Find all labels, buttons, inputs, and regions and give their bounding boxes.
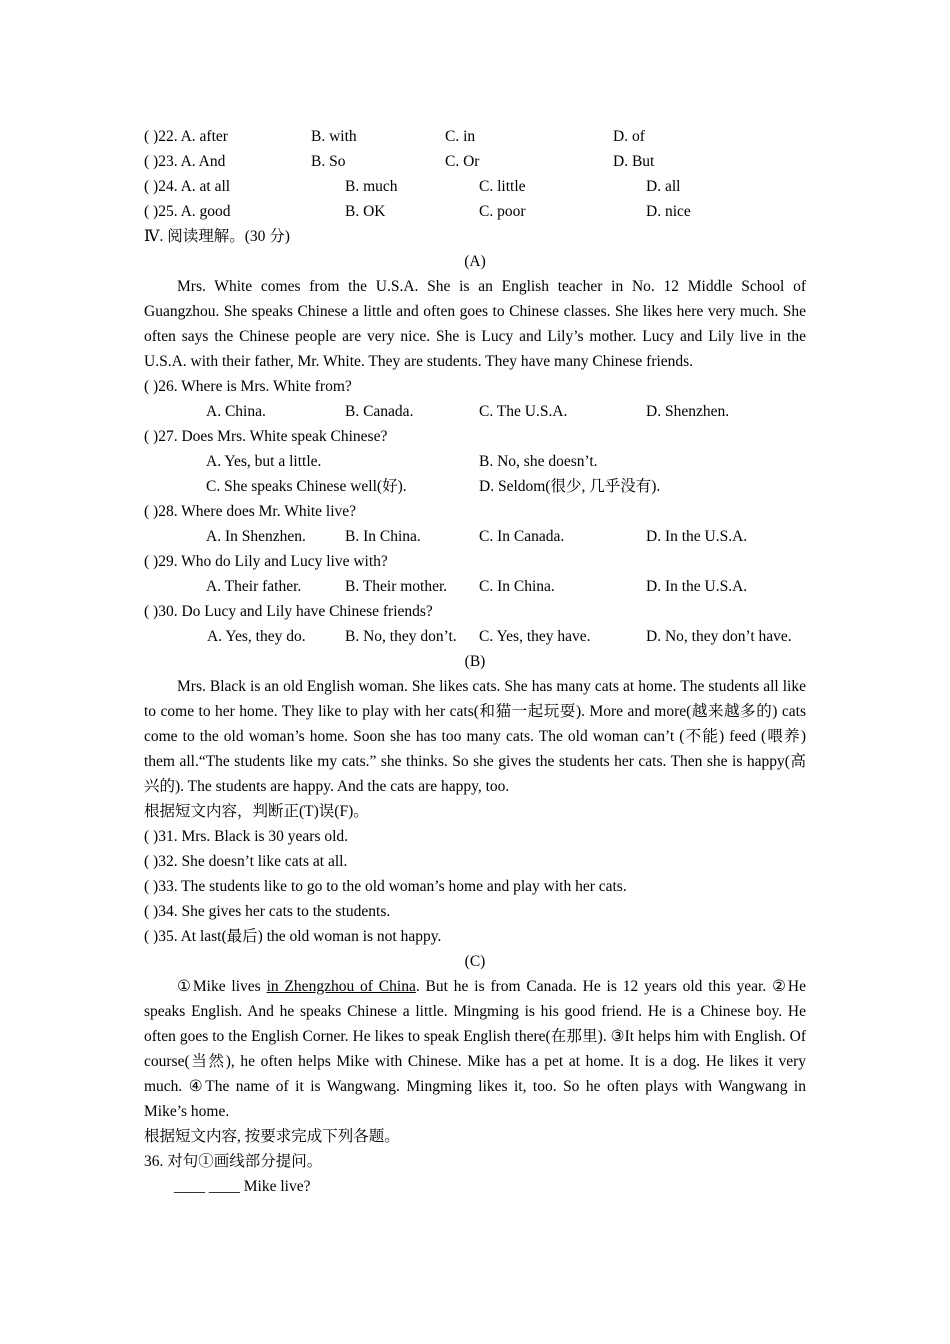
q28-options — [144, 524, 806, 549]
q29-option-c: C. In China. — [479, 578, 555, 595]
question-36: 36. 对句①画线部分提问。 — [144, 1153, 323, 1170]
q26-option-b: B. Canada. — [345, 403, 414, 420]
question-27: ( )27. Does Mrs. White speak Chinese? — [144, 428, 388, 445]
question-34: ( )34. She gives her cats to the students. — [144, 903, 391, 920]
q27-option-a: A. Yes, but a little. — [206, 453, 322, 470]
q30-options — [144, 624, 806, 649]
q26-option-a: A. China. — [206, 403, 266, 420]
q22-option-a: ( )22. A. after — [144, 128, 228, 145]
worksheet-page — [144, 124, 806, 1199]
q29-options — [144, 574, 806, 599]
question-33: ( )33. The students like to go to the old woman’s home and play with her cats. — [144, 878, 627, 895]
q30-option-d: D. No, they don’t have. — [646, 628, 792, 645]
passage-c-start: ①Mike lives — [177, 978, 267, 995]
q25-option-a: ( )25. A. good — [144, 203, 231, 220]
q26-option-c: C. The U.S.A. — [479, 403, 568, 420]
q23-option-a: ( )23. A. And — [144, 153, 226, 170]
q36-answer-blank[interactable] — [144, 1174, 806, 1199]
question-30: ( )30. Do Lucy and Lily have Chinese friends? — [144, 603, 433, 620]
q36-answer-text: ____ ____ Mike live? — [174, 1178, 311, 1195]
q23-option-c: C. Or — [445, 153, 480, 170]
q23-option-b: B. So — [311, 153, 346, 170]
question-24 — [144, 174, 806, 199]
passage-a: Mrs. White comes from the U.S.A. She is an English teacher in No. 12 Middle School of Guangzhou. She speaks Chinese a little and often goes to Chinese classes. She likes here very much. She often says the Chinese people are very nice. She is Lucy and Lily’s mother. Lucy and Lily live in the U.S.A. with their father, Mr. White. They are students. They have many Chinese friends. — [144, 278, 806, 370]
passage-c-underlined: in Zhengzhou of China — [266, 978, 416, 995]
q22-option-c: C. in — [445, 128, 476, 145]
q26-options — [144, 399, 806, 424]
q23-option-d: D. But — [613, 153, 655, 170]
question-25 — [144, 199, 806, 224]
question-29: ( )29. Who do Lily and Lucy live with? — [144, 553, 388, 570]
q27-option-d: D. Seldom(很少, 几乎没有). — [479, 478, 661, 495]
q29-option-b: B. Their mother. — [345, 578, 448, 595]
q26-option-d: D. Shenzhen. — [646, 403, 730, 420]
part-b-instruction: 根据短文内容，判断正(T)误(F)。 — [144, 803, 369, 820]
question-31: ( )31. Mrs. Black is 30 years old. — [144, 828, 349, 845]
q30-option-c: C. Yes, they have. — [479, 628, 591, 645]
q24-option-d: D. all — [646, 178, 681, 195]
q25-option-b: B. OK — [345, 203, 386, 220]
q28-option-a: A. In Shenzhen. — [206, 528, 306, 545]
section-heading: Ⅳ. 阅读理解。(30 分) — [144, 228, 290, 245]
q29-option-d: D. In the U.S.A. — [646, 578, 748, 595]
q22-option-d: D. of — [613, 128, 645, 145]
q27-option-c: C. She speaks Chinese well(好). — [206, 478, 407, 495]
q28-option-c: C. In Canada. — [479, 528, 565, 545]
question-35: ( )35. At last(最后) the old woman is not happy. — [144, 928, 442, 945]
question-22 — [144, 124, 806, 149]
question-23 — [144, 149, 806, 174]
q22-option-b: B. with — [311, 128, 357, 145]
part-c-instruction: 根据短文内容, 按要求完成下列各题。 — [144, 1128, 400, 1145]
q27-options-row2 — [144, 474, 806, 499]
question-26: ( )26. Where is Mrs. White from? — [144, 378, 352, 395]
q28-option-d: D. In the U.S.A. — [646, 528, 748, 545]
q27-options-row1 — [144, 449, 806, 474]
passage-c — [144, 974, 806, 1124]
q24-option-c: C. little — [479, 178, 526, 195]
q25-option-c: C. poor — [479, 203, 526, 220]
q25-option-d: D. nice — [646, 203, 691, 220]
question-32: ( )32. She doesn’t like cats at all. — [144, 853, 348, 870]
part-c-label: (C) — [464, 953, 486, 970]
q27-option-b: B. No, she doesn’t. — [479, 453, 598, 470]
q29-option-a: A. Their father. — [206, 578, 302, 595]
q30-option-b: B. No, they don’t. — [345, 628, 457, 645]
part-b-label: (B) — [464, 653, 486, 670]
question-28: ( )28. Where does Mr. White live? — [144, 503, 357, 520]
q24-option-b: B. much — [345, 178, 398, 195]
passage-c-rest: . But he is from Canada. He is 12 years old this year. ②He speaks English. And he speaks Chinese a little. Mingming is his good friend. He is a Chinese boy. He often goes to the English Corner. He likes to speak English there(在那里). ③It helps him with English. Of course(当然), he often helps Mike with Chinese. Mike has a pet at home. It is a dog. He likes it very much. ④The name of it is Wangwang. Mingming likes it, too. So he often plays with Wangwang in Mike’s home. — [144, 978, 806, 1120]
q30-option-a: A. Yes, they do. — [207, 628, 306, 645]
part-a-label: (A) — [464, 253, 486, 270]
q28-option-b: B. In China. — [345, 528, 421, 545]
passage-b: Mrs. Black is an old English woman. She likes cats. She has many cats at home. The students all like to come to her home. They like to play with her cats(和猫一起玩耍). More and more(越来越多的) cats come to the old woman’s home. Soon she has too many cats. The old woman can’t (不能) feed (喂养) them all.“The students like my cats.” she thinks. So she gives the students her cats. Then she is happy(高兴的). The students are happy. And the cats are happy, too. — [144, 678, 806, 795]
q24-option-a: ( )24. A. at all — [144, 178, 231, 195]
